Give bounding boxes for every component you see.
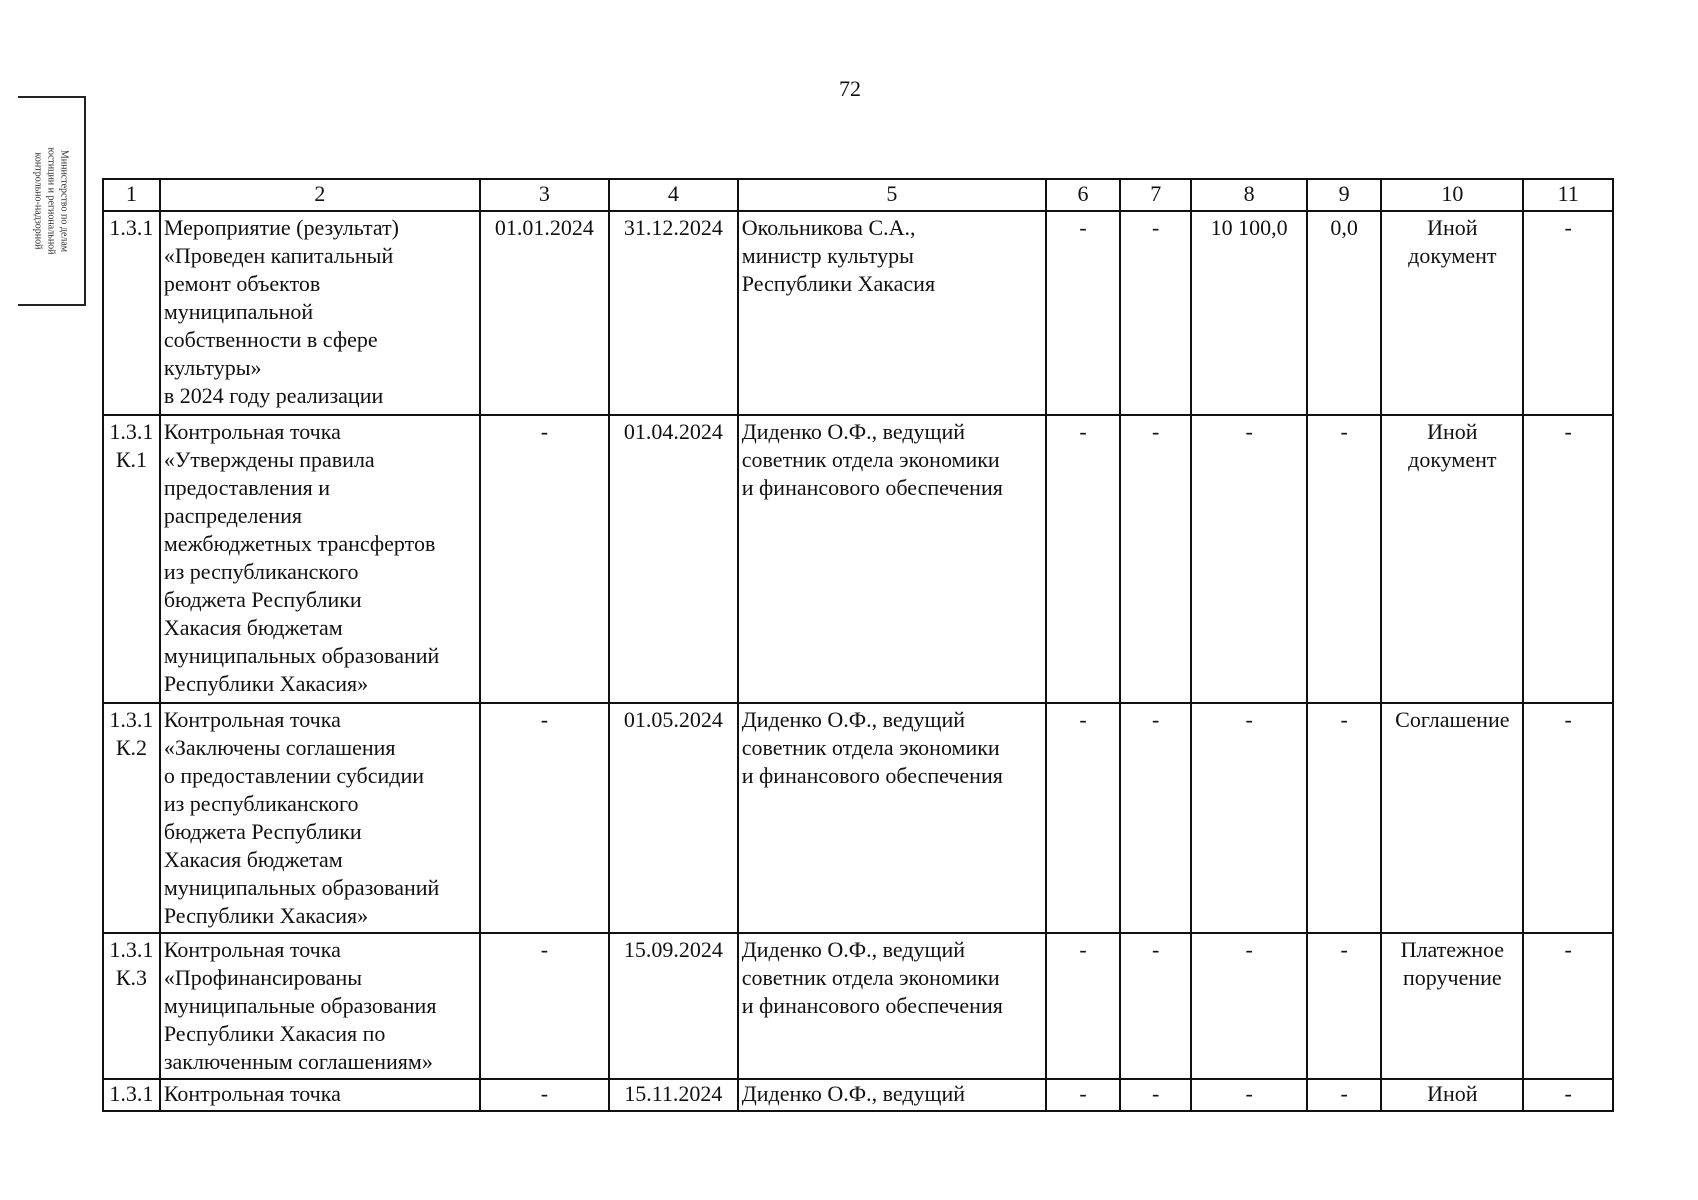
row-col7: - xyxy=(1120,1079,1191,1111)
row-col9: - xyxy=(1307,703,1381,933)
row-code: 1.3.1 xyxy=(103,1079,160,1111)
plan-table xyxy=(102,178,1614,1112)
row-start-date: - xyxy=(480,703,609,933)
row-col11: - xyxy=(1523,415,1613,703)
row-code: 1.3.1 К.1 xyxy=(103,415,160,703)
row-document-type: Платежное поручение xyxy=(1381,933,1523,1079)
row-description: Контрольная точка «Заключены соглашения о предоставлении субсидии из республиканского бюджета Республики Хакасия бюджетам муниципальных образований Республики Хакасия» xyxy=(160,703,480,933)
row-col9: - xyxy=(1307,933,1381,1079)
row-end-date: 01.04.2024 xyxy=(609,415,738,703)
header-cell: 8 xyxy=(1191,179,1307,211)
row-description: Контрольная точка xyxy=(160,1079,480,1111)
row-col11: - xyxy=(1523,703,1613,933)
row-col7: - xyxy=(1120,211,1191,415)
header-cell: 10 xyxy=(1381,179,1523,211)
row-code: 1.3.1 К.3 xyxy=(103,933,160,1079)
row-col7: - xyxy=(1120,933,1191,1079)
row-responsible: Диденко О.Ф., ведущий советник отдела экономики и финансового обеспечения xyxy=(738,933,1046,1079)
row-responsible: Диденко О.Ф., ведущий советник отдела экономики и финансового обеспечения xyxy=(738,703,1046,933)
row-col8: - xyxy=(1191,1079,1307,1111)
header-cell: 6 xyxy=(1046,179,1120,211)
table-header-row xyxy=(103,179,1613,211)
row-end-date: 15.09.2024 xyxy=(609,933,738,1079)
row-start-date: - xyxy=(480,415,609,703)
row-col9: - xyxy=(1307,415,1381,703)
row-document-type: Иной документ xyxy=(1381,211,1523,415)
row-responsible: Диденко О.Ф., ведущий xyxy=(738,1079,1046,1111)
row-responsible: Диденко О.Ф., ведущий советник отдела экономики и финансового обеспечения xyxy=(738,415,1046,703)
row-col6: - xyxy=(1046,703,1120,933)
stamp-text: Министерство по делам юстиции и региональной контрольно-надзорной xyxy=(32,147,70,255)
row-end-date: 15.11.2024 xyxy=(609,1079,738,1111)
row-col8: - xyxy=(1191,703,1307,933)
row-document-type: Соглашение xyxy=(1381,703,1523,933)
header-cell: 3 xyxy=(480,179,609,211)
table-row xyxy=(103,415,1613,703)
row-col8: - xyxy=(1191,415,1307,703)
page-number: 72 xyxy=(839,76,861,101)
table-row xyxy=(103,933,1613,1079)
header-cell: 7 xyxy=(1120,179,1191,211)
row-col6: - xyxy=(1046,211,1120,415)
header-cell: 2 xyxy=(160,179,480,211)
row-document-type: Иной документ xyxy=(1381,415,1523,703)
row-description: Контрольная точка «Профинансированы муниципальные образования Республики Хакасия по заключенным соглашениям» xyxy=(160,933,480,1079)
row-col9: - xyxy=(1307,1079,1381,1111)
row-start-date: 01.01.2024 xyxy=(480,211,609,415)
row-col6: - xyxy=(1046,415,1120,703)
row-start-date: - xyxy=(480,933,609,1079)
row-responsible: Окольникова С.А., министр культуры Республики Хакасия xyxy=(738,211,1046,415)
row-col6: - xyxy=(1046,933,1120,1079)
row-code: 1.3.1 xyxy=(103,211,160,415)
row-col7: - xyxy=(1120,703,1191,933)
row-col11: - xyxy=(1523,1079,1613,1111)
row-col11: - xyxy=(1523,933,1613,1079)
row-end-date: 31.12.2024 xyxy=(609,211,738,415)
row-col9: 0,0 xyxy=(1307,211,1381,415)
registration-stamp xyxy=(18,96,86,306)
row-col8: - xyxy=(1191,933,1307,1079)
table-row xyxy=(103,1079,1613,1111)
row-col7: - xyxy=(1120,415,1191,703)
row-end-date: 01.05.2024 xyxy=(609,703,738,933)
row-description: Контрольная точка «Утверждены правила предоставления и распределения межбюджетных трансфертов из республиканского бюджета Республики Хакасия бюджетам муниципальных образований Республики Хакасия» xyxy=(160,415,480,703)
header-cell: 1 xyxy=(103,179,160,211)
header-cell: 5 xyxy=(738,179,1046,211)
row-description: Мероприятие (результат) «Проведен капитальный ремонт объектов муниципальной собственности в сфере культуры» в 2024 году реализации xyxy=(160,211,480,415)
table-row xyxy=(103,211,1613,415)
row-code: 1.3.1 К.2 xyxy=(103,703,160,933)
header-cell: 4 xyxy=(609,179,738,211)
header-cell: 9 xyxy=(1307,179,1381,211)
row-start-date: - xyxy=(480,1079,609,1111)
table-row xyxy=(103,703,1613,933)
row-document-type: Иной xyxy=(1381,1079,1523,1111)
row-col11: - xyxy=(1523,211,1613,415)
row-col6: - xyxy=(1046,1079,1120,1111)
header-cell: 11 xyxy=(1523,179,1613,211)
row-col8: 10 100,0 xyxy=(1191,211,1307,415)
